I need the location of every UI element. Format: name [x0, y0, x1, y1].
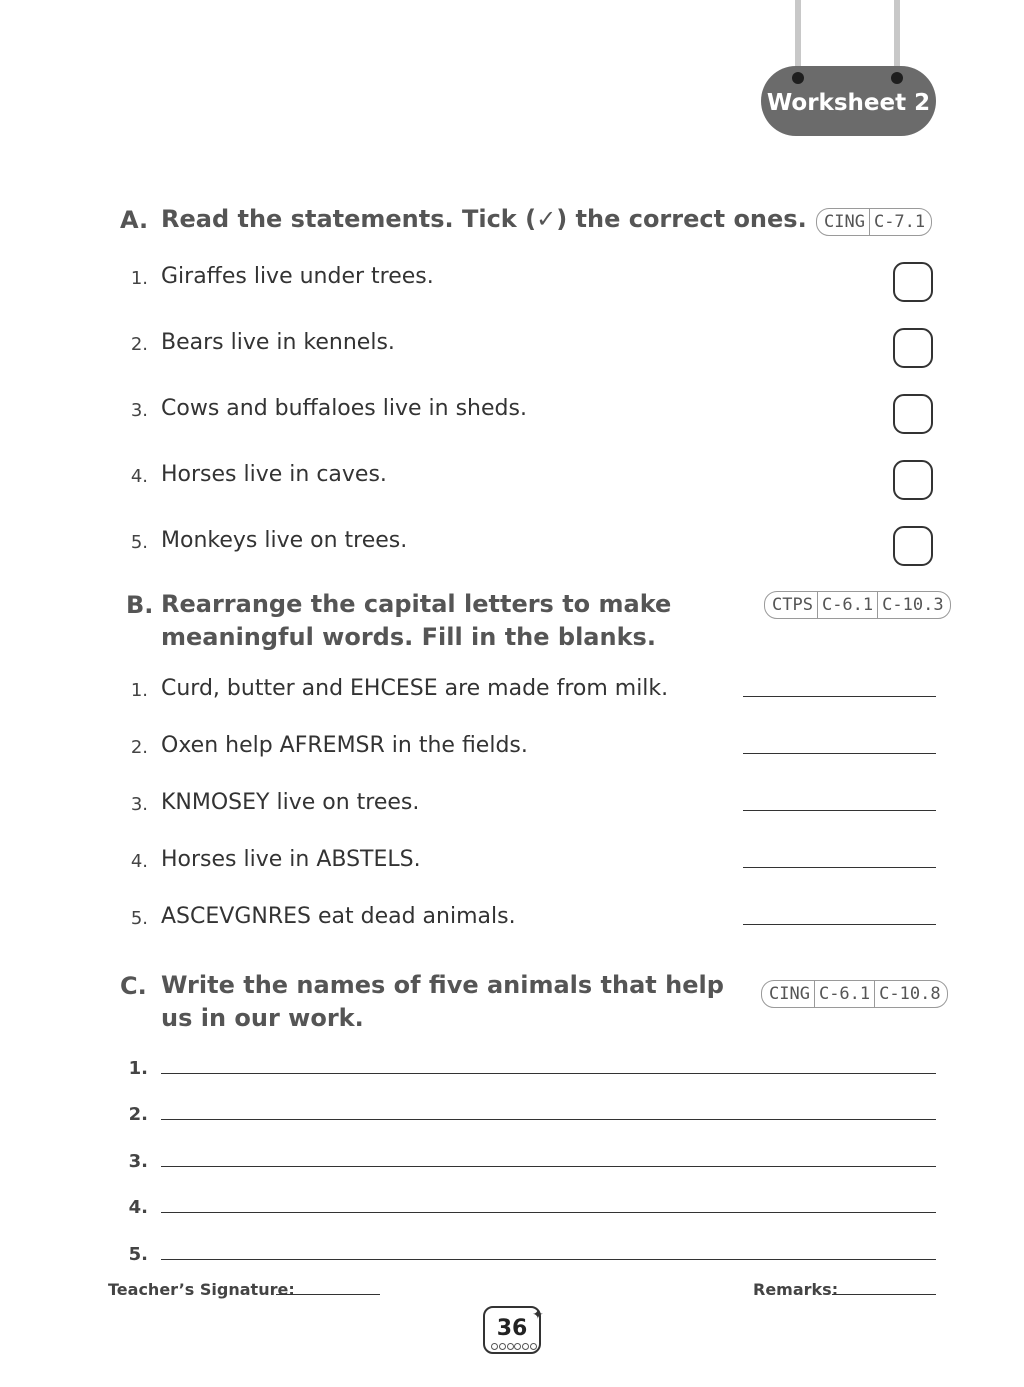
sentence-text: Oxen help AFREMSR in the fields. [161, 733, 528, 758]
section-c-letter: C. [120, 972, 147, 1000]
answer-blank[interactable] [743, 867, 936, 868]
page-number: 36 [496, 1316, 528, 1341]
worksheet-tag-label: Worksheet 2 [766, 90, 931, 116]
item-number: 1. [128, 1058, 148, 1079]
teacher-signature-line[interactable] [276, 1294, 380, 1295]
code-tag: CING [824, 212, 865, 232]
item-number: 3. [128, 1151, 148, 1172]
tag-hole-left [792, 72, 804, 84]
answer-blank[interactable] [743, 924, 936, 925]
answer-blank[interactable] [743, 696, 936, 697]
item-number: 4. [128, 1197, 148, 1218]
answer-line[interactable] [161, 1166, 936, 1167]
section-c-codes [761, 980, 948, 1008]
code-tag: CING [769, 984, 810, 1004]
tick-box[interactable] [893, 328, 933, 368]
item-number: 4. [130, 851, 148, 872]
section-a-letter: A. [120, 206, 149, 234]
code-tag: C-6.1 [814, 981, 874, 1007]
answer-line[interactable] [161, 1259, 936, 1260]
section-b-heading-line2: meaningful words. Fill in the blanks. [161, 623, 656, 651]
sentence-text: ASCEVGNRES eat dead animals. [161, 904, 516, 929]
statement-text: Monkeys live on trees. [161, 528, 408, 553]
worksheet-tag [761, 66, 936, 136]
item-number: 2. [130, 737, 148, 758]
answer-line[interactable] [161, 1073, 936, 1074]
item-number: 2. [130, 334, 148, 355]
sentence-text: Horses live in ABSTELS. [161, 847, 421, 872]
section-a-codes [816, 208, 932, 236]
item-number: 3. [130, 400, 148, 421]
item-number: 5. [130, 908, 148, 929]
section-c-heading-line1: Write the names of five animals that help [161, 971, 724, 999]
tick-box[interactable] [893, 526, 933, 566]
item-number: 1. [130, 680, 148, 701]
answer-blank[interactable] [743, 753, 936, 754]
remarks-label: Remarks: [753, 1280, 839, 1299]
star-icon: ✦ [532, 1307, 544, 1323]
tag-hole-right [891, 72, 903, 84]
code-tag: C-10.8 [874, 981, 946, 1007]
item-number: 5. [128, 1244, 148, 1265]
section-b-codes [764, 591, 951, 619]
badge-dots [491, 1343, 537, 1351]
remarks-line[interactable] [832, 1294, 936, 1295]
statement-text: Horses live in caves. [161, 462, 387, 487]
code-tag: C-6.1 [817, 592, 877, 618]
answer-blank[interactable] [743, 810, 936, 811]
statement-text: Bears live in kennels. [161, 330, 395, 355]
section-c-heading-line2: us in our work. [161, 1004, 364, 1032]
answer-line[interactable] [161, 1212, 936, 1213]
section-b-letter: B. [126, 591, 154, 619]
tick-box[interactable] [893, 394, 933, 434]
teacher-signature-label: Teacher’s Signature: [108, 1280, 295, 1299]
item-number: 2. [128, 1104, 148, 1125]
tick-box[interactable] [893, 460, 933, 500]
item-number: 5. [130, 532, 148, 553]
section-a-heading: Read the statements. Tick (✓) the correct ones. [161, 205, 807, 233]
answer-line[interactable] [161, 1119, 936, 1120]
statement-text: Cows and buffaloes live in sheds. [161, 396, 527, 421]
tick-box[interactable] [893, 262, 933, 302]
item-number: 3. [130, 794, 148, 815]
item-number: 4. [130, 466, 148, 487]
sentence-text: Curd, butter and EHCESE are made from milk. [161, 676, 669, 701]
item-number: 1. [130, 268, 148, 289]
code-tag: C-7.1 [869, 209, 931, 235]
statement-text: Giraffes live under trees. [161, 264, 434, 289]
code-tag: C-10.3 [877, 592, 949, 618]
code-tag: CTPS [772, 595, 813, 615]
sentence-text: KNMOSEY live on trees. [161, 790, 420, 815]
section-b-heading-line1: Rearrange the capital letters to make [161, 590, 672, 618]
